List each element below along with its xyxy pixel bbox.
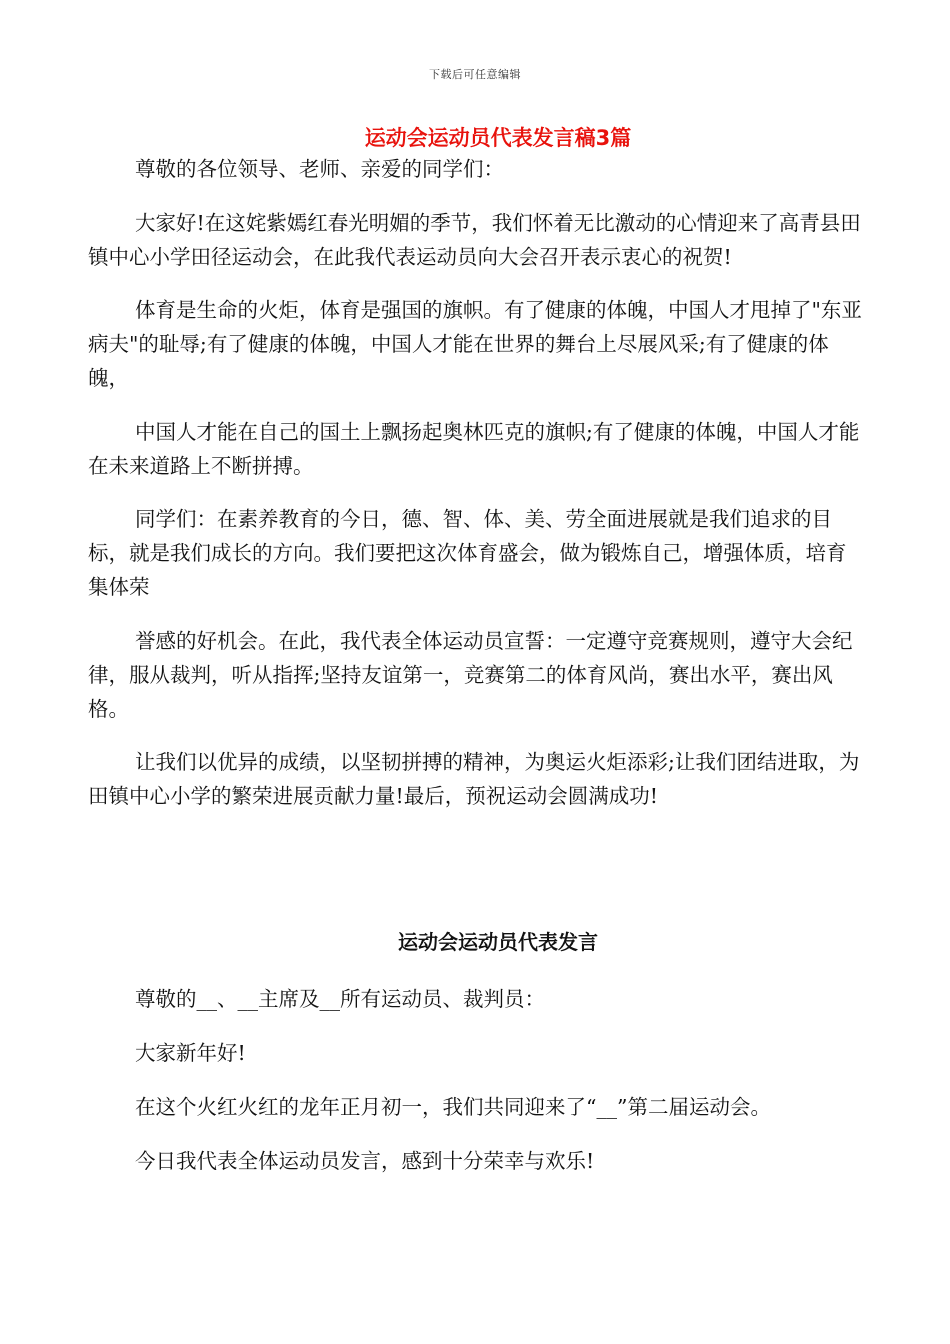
document-title: 运动会运动员代表发言稿3篇 [364,126,632,150]
paragraph-greeting-2: 尊敬的__、__主席及__所有运动员、裁判员： [135,987,545,1011]
section-2-title: 运动会运动员代表发言 [398,930,598,954]
paragraph-new-year: 大家新年好! [135,1041,246,1065]
paragraph-students: 同学们：在素养教育的今日，德、智、体、美、劳全面进展就是我们追求的目标，就是我们成长的方向。我们要把这次体育盛会，做为锻炼自己，增强体质，培育集体荣 [88,507,847,599]
section-1-body [88,152,862,813]
paragraph-honor: 今日我代表全体运动员发言，感到十分荣幸与欢乐! [135,1149,595,1173]
section-2-body [88,982,862,1178]
paragraph-opening: 大家好!在这姹紫嫣红春光明媚的季节，我们怀着无比激动的心情迎来了高青县田镇中心小学田径运动会，在此我代表运动员向大会召开表示衷心的祝贺! [88,211,861,269]
paragraph-olympic-flag: 中国人才能在自己的国土上飘扬起奥林匹克的旗帜;有了健康的体魄，中国人才能在未来道路上不断拼搏。 [88,420,860,478]
paragraph-oath: 誉感的好机会。在此，我代表全体运动员宣誓：一定遵守竞赛规则，遵守大会纪律，服从裁判，听从指挥;坚持友谊第一，竞赛第二的体育风尚，赛出水平，赛出风格。 [88,629,853,721]
paragraph-closing: 让我们以优异的成绩，以坚韧拼搏的精神，为奥运火炬添彩;让我们团结进取，为田镇中心小学的繁荣进展贡献力量!最后，预祝运动会圆满成功! [88,750,860,808]
paragraph-greeting: 尊敬的各位领导、老师、亲爱的同学们： [135,157,504,181]
paragraph-sports-torch: 体育是生命的火炬，体育是强国的旗帜。有了健康的体魄，中国人才甩掉了"东亚病夫"的耻辱;有了健康的体魄，中国人才能在世界的舞台上尽展风采;有了健康的体魄， [88,298,862,390]
paragraph-lunar-new-year: 在这个火红火红的龙年正月初一，我们共同迎来了“__”第二届运动会。 [135,1095,771,1119]
header-note: 下载后可任意编辑 [429,68,521,81]
